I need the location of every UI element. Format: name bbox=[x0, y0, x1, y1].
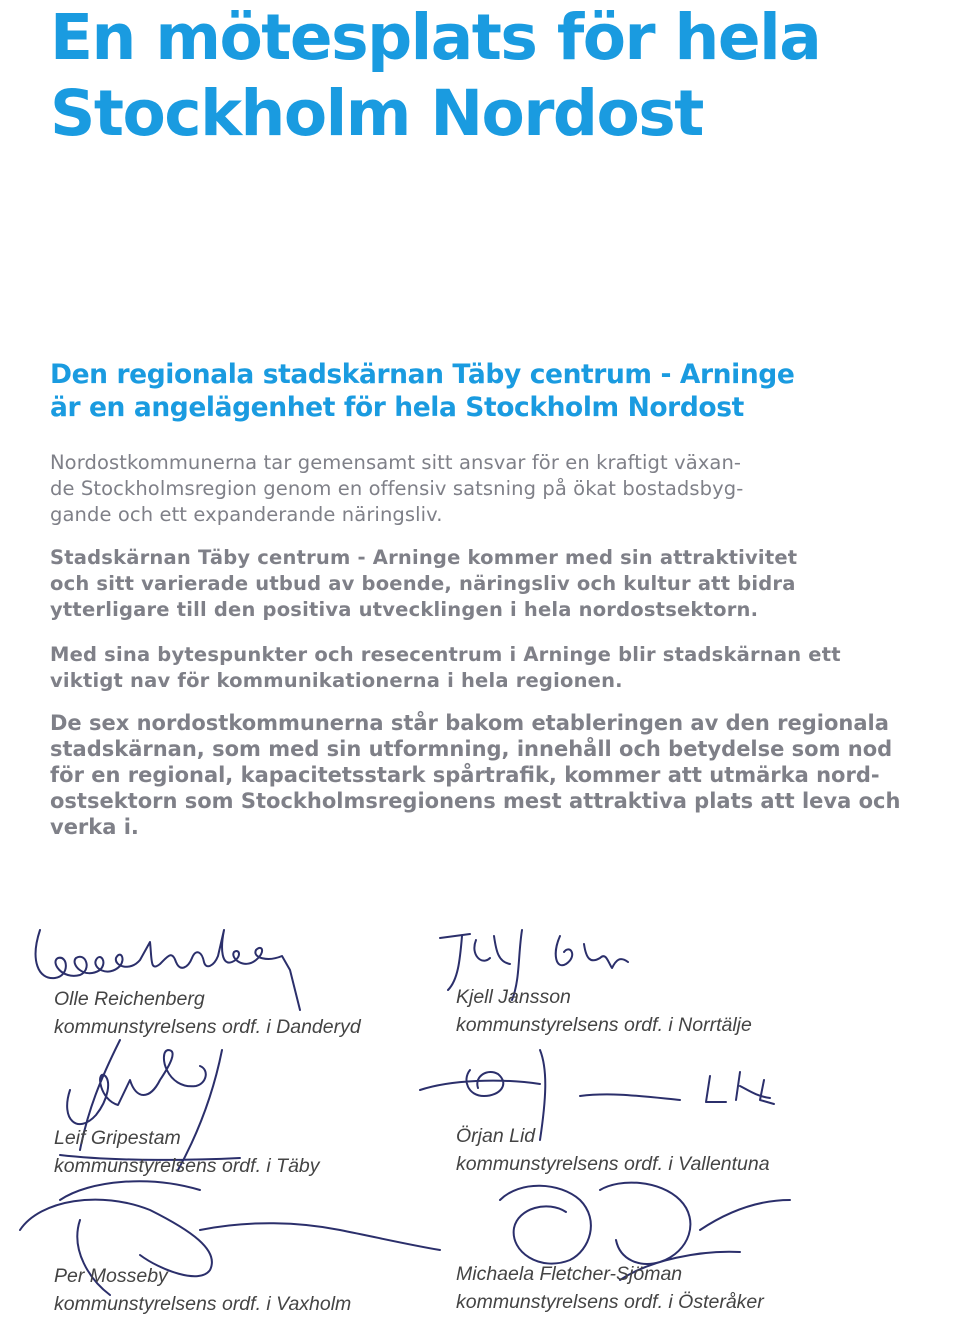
paragraph-line: De sex nordostkommunerna står bakom etableringen av den regionala bbox=[50, 711, 889, 735]
signatory-name: Örjan Lid bbox=[456, 1125, 536, 1147]
subheading-line-2: är en angelägenhet för hela Stockholm Nordost bbox=[50, 392, 744, 423]
signatory-2 bbox=[456, 983, 752, 1039]
intro-line: Nordostkommunerna tar gemensamt sitt ansvar för en kraftigt växan- bbox=[50, 451, 742, 474]
intro-line: de Stockholmsregion genom en offensiv satsning på ökat bostadsbyg- bbox=[50, 477, 744, 500]
signatory-role: kommunstyrelsens ordf. i Danderyd bbox=[54, 1016, 361, 1038]
signatory-6 bbox=[456, 1260, 764, 1316]
signatory-role: kommunstyrelsens ordf. i Österåker bbox=[456, 1291, 764, 1313]
title-line-2: Stockholm Nordost bbox=[50, 77, 703, 150]
page-title bbox=[50, 0, 820, 152]
signatory-4 bbox=[456, 1122, 770, 1178]
subheading bbox=[50, 358, 794, 424]
signatory-3 bbox=[54, 1124, 320, 1180]
paragraph-line: verka i. bbox=[50, 815, 139, 839]
paragraph-line: och sitt varierade utbud av boende, näringsliv och kultur att bidra bbox=[50, 572, 796, 595]
paragraph-sex-kommuner bbox=[50, 710, 930, 840]
paragraph-line: Stadskärnan Täby centrum - Arninge kommer med sin attraktivitet bbox=[50, 546, 798, 569]
subheading-line-1: Den regionala stadskärnan Täby centrum - Arninge bbox=[50, 359, 795, 390]
signatory-role: kommunstyrelsens ordf. i Norrtälje bbox=[456, 1014, 752, 1036]
signatory-name: Michaela Fletcher-Sjöman bbox=[456, 1263, 683, 1285]
paragraph-line: ytterligare till den positiva utvecklingen i hela nordostsektorn. bbox=[50, 598, 759, 621]
paragraph-line: för en regional, kapacitetsstark spårtrafik, kommer att utmärka nord- bbox=[50, 763, 880, 787]
paragraph-line: viktigt nav för kommunikationerna i hela regionen. bbox=[50, 669, 623, 692]
signatory-role: kommunstyrelsens ordf. i Vallentuna bbox=[456, 1153, 770, 1175]
paragraph-stadskarnan bbox=[50, 545, 930, 623]
signatory-name: Leif Gripestam bbox=[54, 1127, 181, 1149]
signatory-name: Kjell Jansson bbox=[456, 986, 571, 1008]
handwritten-signatures bbox=[0, 900, 960, 1321]
signatory-1 bbox=[54, 985, 361, 1041]
signatory-role: kommunstyrelsens ordf. i Täby bbox=[54, 1155, 320, 1177]
signatory-name: Per Mosseby bbox=[54, 1265, 168, 1287]
signatory-role: kommunstyrelsens ordf. i Vaxholm bbox=[54, 1293, 352, 1315]
signatory-name: Olle Reichenberg bbox=[54, 988, 205, 1010]
intro-paragraph bbox=[50, 450, 910, 528]
title-line-1: En mötesplats för hela bbox=[50, 1, 821, 74]
intro-line: gande och ett expanderande näringsliv. bbox=[50, 503, 443, 526]
paragraph-bytespunkter bbox=[50, 642, 930, 694]
paragraph-line: Med sina bytespunkter och resecentrum i Arninge blir stadskärnan ett bbox=[50, 643, 841, 666]
paragraph-line: ostsektorn som Stockholmsregionens mest attraktiva plats att leva och bbox=[50, 789, 901, 813]
paragraph-line: stadskärnan, som med sin utformning, innehåll och betydelse som nod bbox=[50, 737, 893, 761]
signatory-5 bbox=[54, 1262, 351, 1318]
